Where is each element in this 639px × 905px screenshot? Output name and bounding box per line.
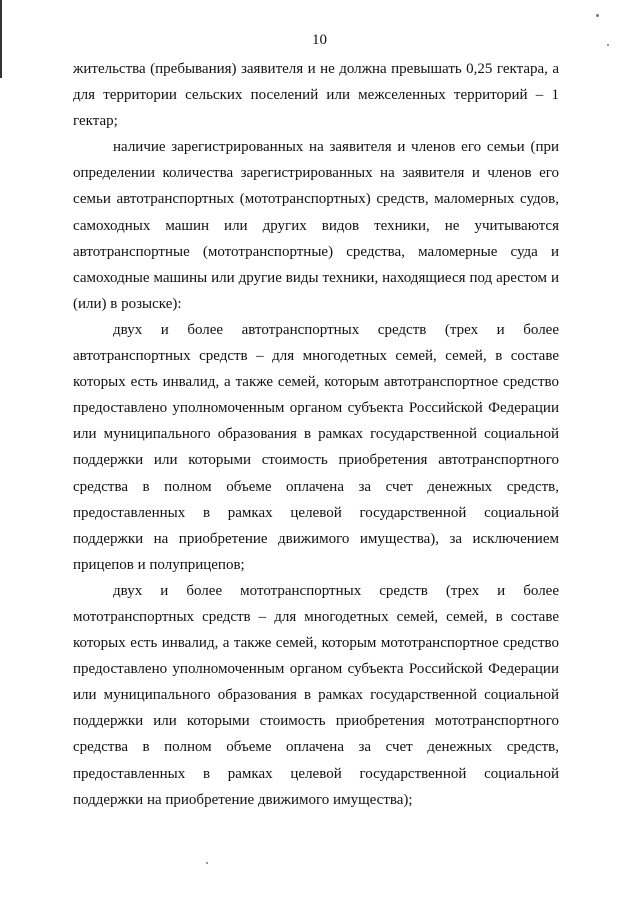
paragraph-continuation: жительства (пребывания) заявителя и не должна превышать 0,25 гектара, а для территории сельских поселений или межселенных территорий – 1 гектар; [73,61,559,130]
page-number: 10 [312,32,327,48]
paragraph-vehicles-intro: наличие зарегистрированных на заявителя и членов его семьи (при определении количества зарегистрированных на заявителя и членов его семьи автотранспортных (мототранспортных) средств, маломерных судов, самоходных машин или других видов техники, не учитываются автотранспортные (мототранспортные) средства, маломерные суда и самоходные машины или другие виды техники, находящиеся под арестом и (или) в розыске): [73,139,559,312]
scan-speck [206,862,208,864]
scan-speck [596,14,599,17]
paragraph-automobiles: двух и более автотранспортных средств (трех и более автотранспортных средств – для многодетных семей, семей, в составе которых есть инвалид, а также семей, которым автотранспортное средство предоставлено уполномоченным органом субъекта Российской Федерации или муниципального образования в рамках государственной социальной поддержки или которыми стоимость приобретения автотранспортного средства в полном объеме оплачена за счет денежных средств, предоставленных в рамках целевой государственной социальной поддержки на приобретение движимого имущества), за исключением прицепов и полуприцепов; [73,321,559,573]
paragraph-motorcycles: двух и более мототранспортных средств (трех и более мототранспортных средств – для многодетных семей, семей, в составе которых есть инвалид, а также семей, которым мототранспортное средство предоставлено уполномоченным органом субъекта Российской Федерации или муниципального образования в рамках государственной социальной поддержки или которыми стоимость приобретения мототранспортного средства в полном объеме оплачена за счет денежных средств, предоставленных в рамках целевой государственной социальной поддержки на приобретение движимого имущества); [73,582,559,808]
document-body [73,56,559,813]
